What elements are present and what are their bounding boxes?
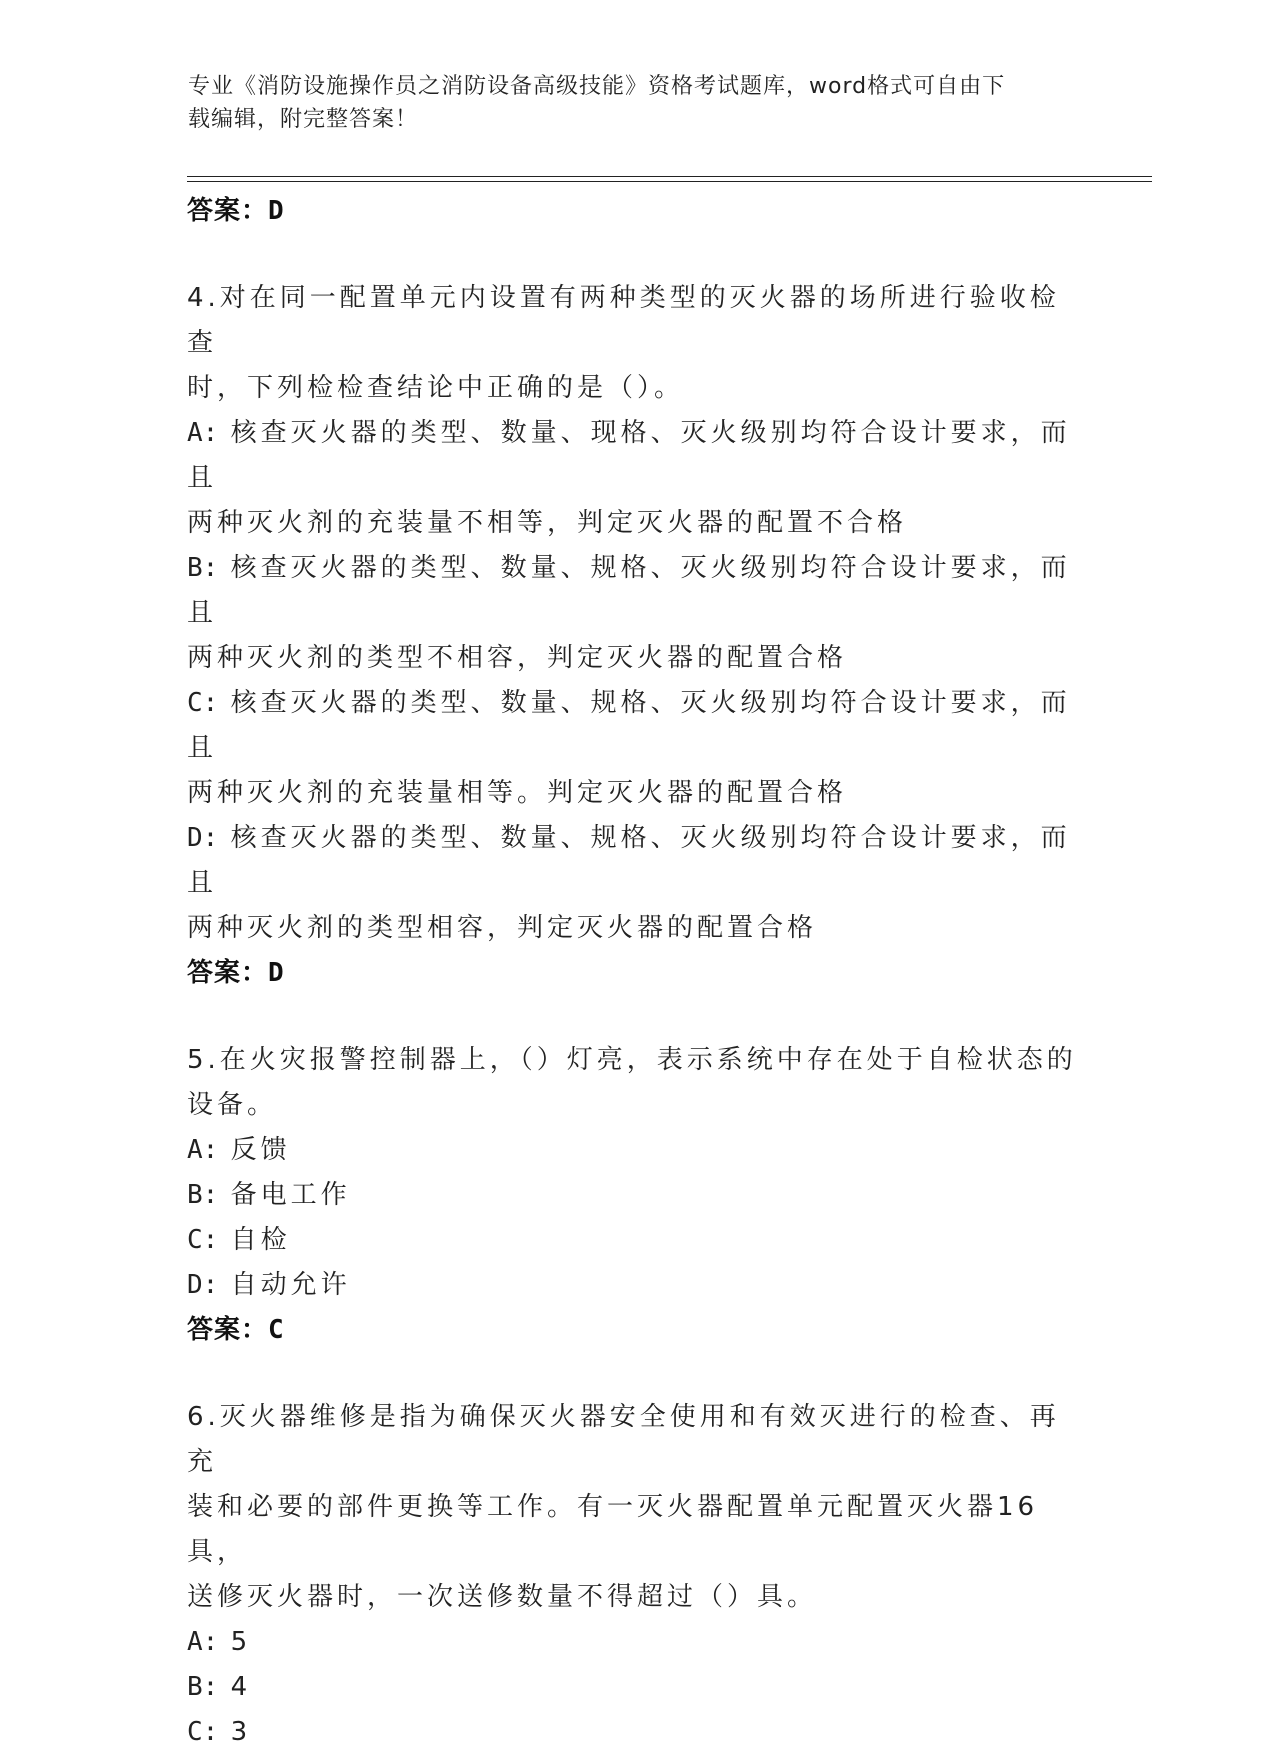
option-text: 3 [230,1717,252,1747]
option-line [187,411,1087,501]
question-4 [187,276,1087,996]
option-text: 两种灭火剂的类型不相容，判定灭火器的配置合格 [187,643,848,673]
option-letter: A: [187,1135,219,1165]
question-5 [187,1038,1087,1353]
option-line [187,681,1087,771]
option-letter: A: [187,1627,219,1657]
spacer [187,996,1087,1038]
option-c [187,681,1087,816]
option-c [187,1218,1087,1263]
option-line [187,546,1087,636]
option-letter: C: [187,1225,219,1255]
spacer [187,234,1087,276]
option-line [187,816,1087,906]
answer-value: D [268,958,285,988]
header-line-2: 载编辑，附完整答案！ [188,107,419,132]
answer-value: C [268,1315,285,1345]
question-stem: 6.灭火器维修是指为确保灭火器安全使用和有效灭进行的检查、再充 [187,1402,1060,1477]
option-text: 自动允许 [230,1270,351,1300]
option-a [187,1128,1087,1173]
answer-label: 答案： [187,958,269,988]
header-line-1: 专业《消防设施操作员之消防设备高级技能》资格考试题库，word格式可自由下 [188,74,1006,99]
question-stem: 送修灭火器时，一次送修数量不得超过（）具。 [187,1582,818,1612]
question-6 [187,1395,1087,1755]
option-letter: D: [187,823,219,853]
question-stem: 设备。 [187,1090,278,1120]
option-d [187,1263,1087,1308]
option-text: 反馈 [230,1135,291,1165]
option-c [187,1710,1087,1755]
option-a [187,411,1087,546]
option-letter: B: [187,553,219,583]
question-stem: 4.对在同一配置单元内设置有两种类型的灭火器的场所进行验收检查 [187,283,1060,358]
option-text: 5 [230,1627,252,1657]
header-divider-bottom [187,181,1152,182]
option-text: 两种灭火剂的类型相容，判定灭火器的配置合格 [187,913,818,943]
option-d [187,816,1087,951]
answer-line [187,189,1087,234]
spacer [187,1353,1087,1395]
question-stem: 5.在火灾报警控制器上，（）灯亮，表示系统中存在处于自检状态的 [187,1045,1077,1075]
question-stem: 装和必要的部件更换等工作。有一灭火器配置单元配置灭火器16具， [187,1492,1039,1567]
answer-line [187,951,1087,996]
option-text: 备电工作 [230,1180,351,1210]
option-text: 核查灭火器的类型、数量、现格、灭火级别均符合设计要求，而且 [187,418,1071,493]
question-stem: 时，下列检检查结论中正确的是（）。 [187,373,685,403]
option-text: 两种灭火剂的充装量相等。判定灭火器的配置合格 [187,778,848,808]
answer-label: 答案： [187,196,269,226]
option-text: 核查灭火器的类型、数量、规格、灭火级别均符合设计要求，而且 [187,823,1071,898]
option-b [187,1173,1087,1218]
option-letter: C: [187,1717,219,1747]
option-text: 核查灭火器的类型、数量、规格、灭火级别均符合设计要求，而且 [187,688,1071,763]
question-list [187,189,1087,1755]
answer-line [187,1308,1087,1353]
option-b [187,546,1087,681]
option-letter: A: [187,418,219,448]
option-b [187,1665,1087,1710]
option-letter: D: [187,1270,219,1300]
option-text: 自检 [230,1225,291,1255]
option-text: 两种灭火剂的充装量不相等，判定灭火器的配置不合格 [187,508,908,538]
document-header [188,70,1068,136]
option-letter: B: [187,1672,219,1702]
option-text: 4 [230,1672,252,1702]
option-letter: C: [187,688,219,718]
option-a [187,1620,1087,1665]
answer-value: D [268,196,285,226]
answer-label: 答案： [187,1315,269,1345]
option-letter: B: [187,1180,219,1210]
option-text: 核查灭火器的类型、数量、规格、灭火级别均符合设计要求，而且 [187,553,1071,628]
header-divider-top [187,176,1152,177]
